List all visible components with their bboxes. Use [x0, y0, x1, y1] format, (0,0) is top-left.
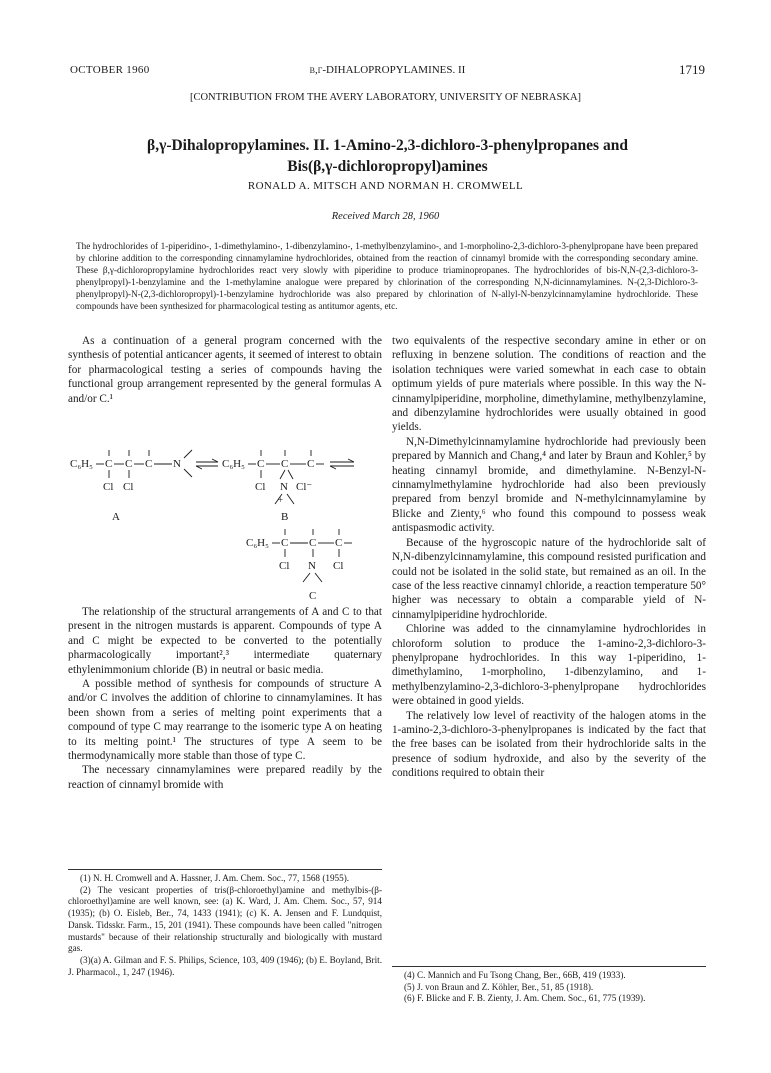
- bond: [315, 573, 322, 582]
- bond: [184, 469, 192, 477]
- structure-b-chloride-ion: Cl⁻: [296, 481, 313, 493]
- paragraph-hygroscopic: Because of the hygroscopic nature of the hydrochloride salt of N,N-dibenzylcinnamylamine, this compound resisted purification and could not be isolated in the solid state, but remained as an oil. In the case of the less reactive cinnamyl chloride, a reaction temperature 50° higher was necessary to obtain a comparable yield of N-cinnamylpiperidine hydrochloride.: [392, 536, 706, 621]
- footnote-4: (4) C. Mannich and Fu Tsong Chang, Ber., 66B, 419 (1933).: [404, 970, 626, 980]
- footnote-divider-left: [68, 869, 382, 870]
- left-column-intro: [68, 334, 382, 406]
- structure-b-chlorine: Cl: [255, 481, 266, 493]
- arrow-head: [212, 459, 218, 462]
- footnote-1: (1) N. H. Cromwell and A. Hassner, J. Am. Chem. Soc., 77, 1568 (1955).: [80, 873, 350, 883]
- structure-a-carbon-2: C: [125, 458, 133, 470]
- structure-diagram: [68, 434, 382, 604]
- intro-paragraph: As a continuation of a general program concerned with the synthesis of potential anticancer agents, it seemed of interest to obtain for pharmacological testing a series of compounds having the functional group arrangement represented by the general formulas A and/or C.¹: [68, 335, 382, 405]
- structure-a-chlorine-1: Cl: [103, 481, 114, 493]
- abstract: The hydrochlorides of 1-piperidino-, 1-dimethylamino-, 1-dibenzylamino-, 1-methylbenzylamino-, and 1-morpholino-2,3-dichloro-3-phenylpropane have been prepared by chlorine addition to the corresponding cinnamylamine hydrochlorides, obtained from the reaction of cinnamyl bromide with the corresponding secondary amine. These β,γ-dichloropropylamine hydrochlorides react very slowly with piperidine to produce triaminopropanes. The hydrochlorides of bis-N,N-(2,3-dichloro-3-phenylpropyl)-1-benzylamine and the 1-methylamine analogue were prepared by chlorination of the corresponding N,N-dicinnamylamines. N-(2,3-Dichloro-3-phenylpropyl)-N-(2,3-dichloropropyl)-1-benzylamine hydrochloride was also prepared by chlorination of N-allyl-N-benzylcinnamylamine hydrochloride. These compounds have been synthesized for pharmacological testing as antitumor agents, etc.: [76, 241, 698, 311]
- arrow-head: [330, 466, 336, 469]
- running-head: [70, 64, 705, 80]
- structure-a-chlorine-2: Cl: [123, 481, 134, 493]
- received-date: Received March 28, 1960: [331, 211, 440, 222]
- footnote-5: (5) J. von Braun and Z. Köhler, Ber., 51, 85 (1918).: [404, 981, 594, 992]
- structure-a-carbon-1: C: [105, 458, 113, 470]
- article-title: [70, 135, 705, 177]
- paragraph-reactivity: The relatively low level of reactivity of the halogen atoms in the 1-amino-2,3-dichloro-3-phenylpropanes is indicated by the fact that the free bases can be isolated from their hydrochloride salts in the presence of sodium hydroxide, and also by the severity of the conditions required to obtain their: [392, 709, 706, 780]
- bond: [288, 470, 293, 479]
- structure-c-chlorine-1: Cl: [279, 560, 290, 572]
- footnote-divider-right: [392, 966, 706, 967]
- structure-c-nitrogen: N: [308, 560, 316, 572]
- running-head-title: β,γ-DIHALOPROPYLAMINES. II: [309, 64, 466, 76]
- structure-c-carbon-3: C: [335, 537, 343, 549]
- structure-c-carbon-1: C: [281, 537, 289, 549]
- structure-a-carbon-3: C: [145, 458, 153, 470]
- structure-a-label: A: [112, 511, 120, 523]
- structure-b-nitrogen: N: [280, 481, 288, 493]
- structure-b-phenyl: C₆H₅: [222, 458, 245, 470]
- bond: [287, 494, 294, 504]
- structure-c-chlorine-2: Cl: [333, 560, 344, 572]
- structure-a-nitrogen: N: [173, 458, 181, 470]
- structure-b-carbon-1: C: [257, 458, 265, 470]
- right-column-body: [392, 334, 706, 781]
- footnote-2: (2) The vesicant properties of tris(β-chloroethyl)amine and methylbis-(β-chloroethyl)amine are well known, see: (a) K. Ward, J. Am. Chem. Soc., 57, 914 (1935); (b) O. Eisleb, Ber., 74, 1433 (1941); (c) K. A. Jensen and F. Lundquist, Dansk. Tidsskr. Farm., 15, 201 (1941). These compounds have been called "nitrogen mustards" because of their relationship structurally and biologically with mustard gas.: [68, 884, 382, 954]
- structure-c-label: C: [309, 590, 317, 602]
- paragraph-prior-preparation: N,N-Dimethylcinnamylamine hydrochloride had previously been prepared by Mannich and Chang,⁴ and later by Braun and Kohler,⁵ by heating cinnamyl bromide, and dimethylamine. N-Benzyl-N-cinnamylmethylamine hydrochloride had also been previously prepared from benzyl bromide and N-methylcinnamylamine by Blicke and Zienty,⁶ who found this compound to possess weak antispasmodic activity.: [392, 435, 706, 535]
- running-head-date: OCTOBER 1960: [70, 64, 150, 76]
- paragraph-chlorination: Chlorine was added to the cinnamylamine hydrochlorides in chloroform solution to produce the 1-amino-2,3-dichloro-3-phenylpropane hydrochlorides. In this way 1-piperidino, 1-dimethylamino, 1-morpholino, 1-dibenzylamino, and 1-methylbenzylamino-2,3-dichloro-3-phenylpropane hydrochlorides were obtained in good yields.: [392, 623, 706, 708]
- bond: [184, 450, 192, 458]
- arrow-head: [196, 466, 202, 469]
- paragraph-preparation: The necessary cinnamylamines were prepared readily by the reaction of cinnamyl bromide with: [68, 764, 382, 791]
- structure-b-carbon-2: C: [281, 458, 289, 470]
- paragraph-continuation: two equivalents of the respective secondary amine in ether or on refluxing in benzene solution. The conditions of reaction and the isolation techniques were varied somewhat in each case to obtain optimum yields of pure materials where possible. In this way the N-cinnamylpiperidine, morpholine, dimethylamine, methylbenzylamine, and dibenzylamine hydrochlorides were usually obtained in good yields.: [392, 335, 706, 434]
- structure-scheme: [68, 434, 382, 604]
- structure-b-charge: +: [278, 495, 284, 505]
- structure-c-phenyl: C₆H₅: [246, 537, 269, 549]
- paragraph-synthesis-method: A possible method of synthesis for compounds of structure A and/or C involves the addition of chlorine to cinnamylamines. It has been shown from a series of melting point experiments that a compound of type C may rearrange to the isomeric type A on heating to its melting point.¹ The structures of type A seem to be thermodynamically more stable than those of type C.: [68, 678, 382, 763]
- contribution-line: [CONTRIBUTION FROM THE AVERY LABORATORY, UNIVERSITY OF NEBRASKA]: [189, 92, 582, 103]
- bond: [280, 470, 285, 479]
- left-footnotes: [68, 873, 382, 978]
- page-number: 1719: [679, 62, 705, 77]
- authors: RONALD A. MITSCH AND NORMAN H. CROMWELL: [247, 180, 524, 192]
- structure-c-carbon-2: C: [309, 537, 317, 549]
- paragraph-relationship: The relationship of the structural arrangements of A and C to that present in the nitrogen mustards is apparent. Compounds of type A and C might be expected to be converted to the potentially pharmacologically important²,³ intermediate quaternary ethylenimmonium chloride (B) in neutral or basic media.: [68, 606, 382, 676]
- structure-a-phenyl: C₆H₅: [70, 458, 93, 470]
- structure-b-label: B: [281, 511, 289, 523]
- right-footnotes: [392, 970, 706, 1005]
- structure-b-carbon-3: C: [307, 458, 315, 470]
- title-line-1: β,γ-Dihalopropylamines. II. 1-Amino-2,3-dichloro-3-phenylpropanes and: [147, 137, 628, 154]
- title-line-2: Bis(β,γ-dichloropropyl)amines: [287, 158, 488, 175]
- left-column-body: [68, 605, 382, 792]
- footnote-3: (3)(a) A. Gilman and F. S. Philips, Science, 103, 409 (1946); (b) E. Boyland, Brit. J. Pharmacol., 1, 247 (1946).: [68, 954, 382, 977]
- bond: [303, 573, 310, 582]
- arrow-head: [348, 459, 354, 462]
- footnote-6: (6) F. Blicke and F. B. Zienty, J. Am. Chem. Soc., 61, 775 (1939).: [404, 993, 646, 1004]
